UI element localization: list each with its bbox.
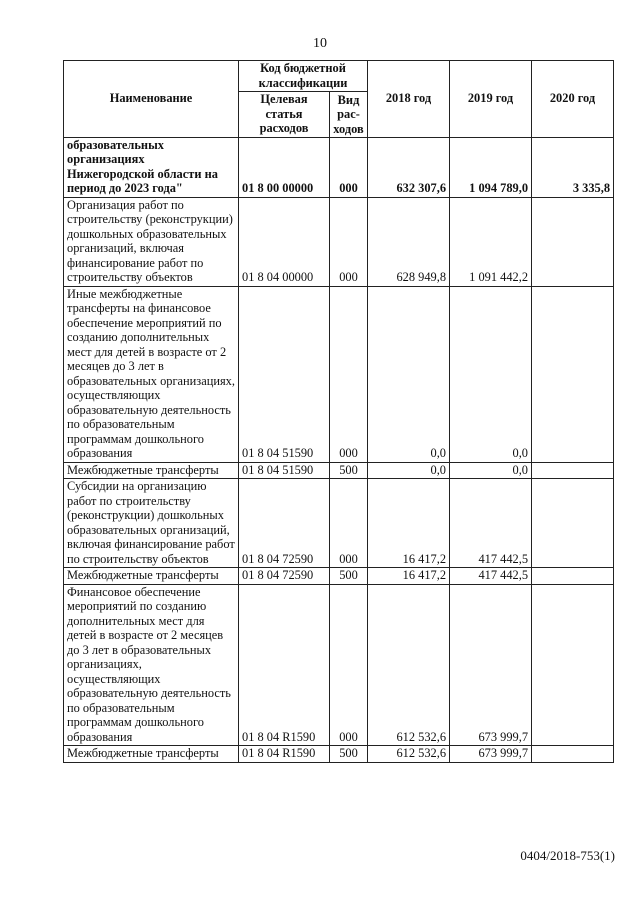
row-2019: 673 999,7 (450, 746, 532, 763)
row-2020 (532, 197, 614, 286)
row-2019: 1 091 442,2 (450, 197, 532, 286)
row-2018: 632 307,6 (368, 137, 450, 197)
row-2019: 417 442,5 (450, 479, 532, 568)
row-2018: 16 417,2 (368, 479, 450, 568)
row-name: Межбюджетные трансферты (64, 568, 239, 585)
row-2019: 1 094 789,0 (450, 137, 532, 197)
row-2020: 3 335,8 (532, 137, 614, 197)
row-2020 (532, 462, 614, 479)
budget-table (63, 60, 614, 763)
row-code: 01 8 04 51590 (239, 462, 330, 479)
row-code: 01 8 04 R1590 (239, 746, 330, 763)
row-name: Межбюджетные трансферты (64, 462, 239, 479)
row-code: 01 8 04 72590 (239, 479, 330, 568)
header-2020: 2020 год (532, 61, 614, 138)
row-name: Финансовое обеспечение мероприятий по созданию дополнительных мест для детей в возрасте от 2 месяцев до 3 лет в образовательных организациях, осуществляющих образовательную деятельность по образовательным программам дошкольного образования (64, 584, 239, 746)
row-kind: 000 (330, 197, 368, 286)
table-row (64, 479, 614, 568)
row-name: Организация работ по строительству (реконструкции) дошкольных образовательных организаций, включая финансирование работ по строительству объектов (64, 197, 239, 286)
table-row (64, 197, 614, 286)
row-2018: 612 532,6 (368, 584, 450, 746)
row-2018: 16 417,2 (368, 568, 450, 585)
header-code-group: Код бюджетной классификации (239, 61, 368, 92)
header-name: Наименование (64, 61, 239, 138)
table-row (64, 286, 614, 462)
page-number: 10 (313, 36, 327, 51)
header-2018: 2018 год (368, 61, 450, 138)
row-2019: 0,0 (450, 286, 532, 462)
row-2020 (532, 479, 614, 568)
row-name: Межбюджетные трансферты (64, 746, 239, 763)
row-kind: 000 (330, 584, 368, 746)
row-kind: 000 (330, 137, 368, 197)
table-row (64, 462, 614, 479)
document-number: 0404/2018-753(1) (520, 848, 615, 863)
row-2019: 0,0 (450, 462, 532, 479)
row-name: образовательных организациях Нижегородской области на период до 2023 года" (64, 137, 239, 197)
row-kind: 000 (330, 479, 368, 568)
table-row (64, 746, 614, 763)
row-code: 01 8 04 R1590 (239, 584, 330, 746)
row-2018: 0,0 (368, 286, 450, 462)
row-2020 (532, 584, 614, 746)
header-target: Целевая статья расходов (239, 92, 330, 138)
row-2018: 628 949,8 (368, 197, 450, 286)
row-kind: 000 (330, 286, 368, 462)
row-name: Иные межбюджетные трансферты на финансовое обеспечение мероприятий по созданию дополнительных мест для детей в возрасте от 2 месяцев до 3 лет в образовательных организациях, осуществляющих образовательную деятельность по образовательным программам дошкольного образования (64, 286, 239, 462)
table-row (64, 137, 614, 197)
row-2018: 612 532,6 (368, 746, 450, 763)
row-kind: 500 (330, 568, 368, 585)
row-name: Субсидии на организацию работ по строительству (реконструкции) дошкольных образовательных организаций, включая финансирование работ по строительству объектов (64, 479, 239, 568)
table-row (64, 568, 614, 585)
header-kind: Вид рас-ходов (330, 92, 368, 138)
header-row (64, 61, 614, 92)
table-row (64, 584, 614, 746)
row-2019: 673 999,7 (450, 584, 532, 746)
row-code: 01 8 04 51590 (239, 286, 330, 462)
row-code: 01 8 04 00000 (239, 197, 330, 286)
row-kind: 500 (330, 462, 368, 479)
row-2020 (532, 568, 614, 585)
row-2020 (532, 286, 614, 462)
row-2020 (532, 746, 614, 763)
row-code: 01 8 04 72590 (239, 568, 330, 585)
row-code: 01 8 00 00000 (239, 137, 330, 197)
header-2019: 2019 год (450, 61, 532, 138)
row-2018: 0,0 (368, 462, 450, 479)
row-kind: 500 (330, 746, 368, 763)
row-2019: 417 442,5 (450, 568, 532, 585)
